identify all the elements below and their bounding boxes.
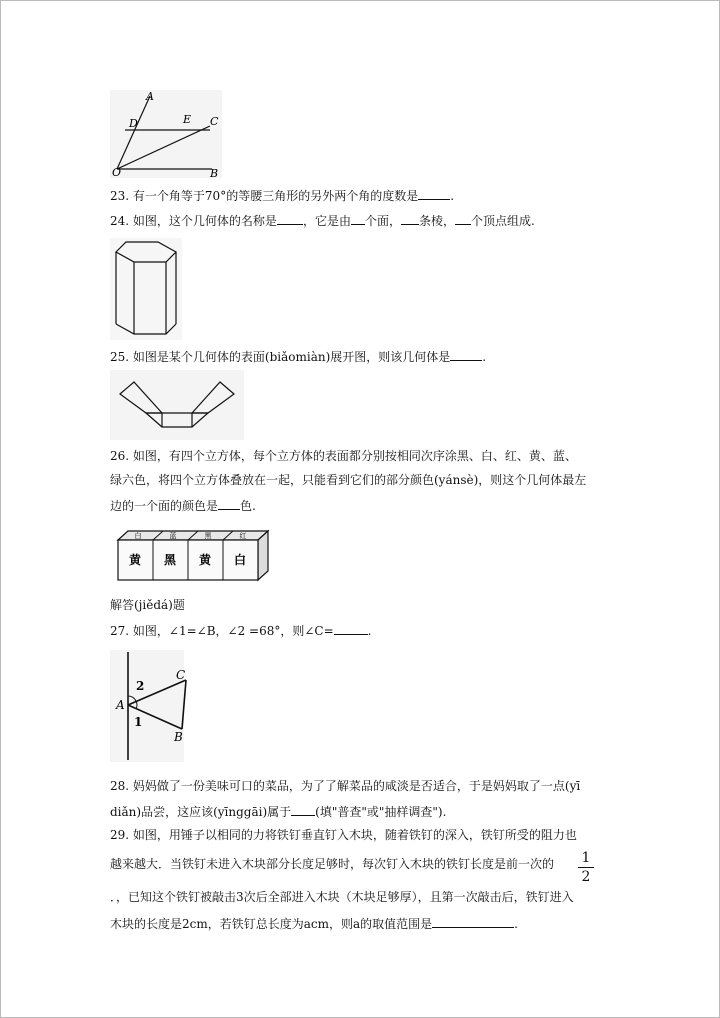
q24-edges-blank[interactable] [401, 212, 419, 225]
question-25 [110, 348, 486, 365]
q29-answer-blank[interactable] [432, 915, 514, 928]
q23-answer-blank[interactable] [418, 187, 450, 200]
question-29-line4 [110, 915, 518, 932]
front-face-2: 黑 [163, 553, 177, 567]
q29-line4a: 木块的长度是2cm，若铁钉总长度为acm，则a的取值范围是 [110, 917, 433, 931]
fraction-bar [578, 867, 594, 868]
fraction-numerator: 1 [581, 850, 591, 866]
q24-number: 24. [110, 214, 130, 228]
q29-line3: ．，已知这个铁钉被敲击3次后全部进入木块（木块足够厚），且第一次敲击后，铁钉进入 [110, 890, 574, 904]
q29-line1: 如图，用锤子以相同的力将铁钉垂直钉入木块，随着铁钉的深入，铁钉所受的阻力也 [132, 828, 577, 842]
q24-p2: ，它是由 [302, 214, 351, 228]
q29-number: 29. [110, 828, 130, 842]
q25-number: 25. [110, 350, 130, 364]
q23-number: 23. [110, 189, 130, 203]
q27-number: 27. [110, 624, 130, 638]
q23-text: 有一个角等于70°的等腰三角形的另外两个角的度数是 [132, 189, 419, 203]
q27-text: 如图，∠1=∠B，∠2 =68°，则∠C= [132, 624, 334, 638]
label-e: E [183, 113, 192, 126]
question-28 [110, 779, 580, 794]
label-d: D [129, 117, 138, 130]
triangle-figure [110, 650, 184, 762]
q25-end: . [482, 350, 487, 364]
net-figure [110, 370, 244, 440]
q23-end: . [450, 189, 455, 203]
q24-name-blank[interactable] [277, 212, 303, 225]
question-26-line3 [110, 497, 256, 514]
fig27-label-1: 1 [134, 715, 143, 729]
q24-p4: 条棱， [418, 214, 455, 228]
top-face-2: 蓝 [169, 532, 177, 540]
q26-number: 26. [110, 449, 130, 463]
question-23 [110, 187, 454, 204]
top-face-3: 黑 [204, 532, 212, 540]
q26-line3a: 边的一个面的颜色是 [110, 499, 219, 513]
section-title: 解答(jiědá)题 [110, 598, 185, 612]
q27-end: . [367, 624, 372, 638]
fig27-label-b: B [174, 730, 183, 744]
q24-faces-blank[interactable] [351, 212, 365, 225]
angle-figure [110, 90, 222, 178]
fig27-label-2: 2 [136, 679, 145, 693]
front-face-3: 黄 [198, 553, 212, 567]
q24-vertices-blank[interactable] [455, 212, 471, 225]
front-face-1: 黄 [128, 553, 142, 567]
question-26-line2 [110, 473, 586, 488]
fraction-denominator: 2 [581, 869, 591, 885]
top-face-4: 红 [239, 532, 247, 540]
question-24 [110, 212, 535, 229]
q24-p3: 个面， [364, 214, 401, 228]
question-29-line3 [110, 890, 574, 905]
q29-line4b: . [514, 917, 518, 931]
q26-line2: 绿六色，将四个立方体叠放在一起，只能看到它们的部分颜色(yánsè)，则这个几何体最左 [110, 473, 587, 487]
q28-number: 28. [110, 779, 130, 793]
q29-line2: 越来越大．当铁钉未进入木块部分长度足够时，每次钉入木块的铁钉长度是前一次的 [110, 857, 555, 871]
q28-line1: 妈妈做了一份美味可口的菜品，为了了解菜品的咸淡是否适合，于是妈妈取了一点(yī [132, 779, 581, 793]
question-26 [110, 449, 577, 464]
q27-answer-blank[interactable] [334, 622, 368, 635]
question-27 [110, 622, 372, 639]
q28-answer-blank[interactable] [291, 803, 315, 816]
q24-p1: 如图，这个几何体的名称是 [132, 214, 277, 228]
q26-line1: 如图，有四个立方体，每个立方体的表面都分别按相同次序涂黑、白、红、黄、蓝、 [132, 449, 577, 463]
half-fraction [578, 850, 594, 885]
label-c: C [210, 115, 219, 128]
front-face-4: 白 [233, 553, 247, 567]
fig27-label-c: C [176, 668, 186, 682]
prism-figure [110, 238, 182, 340]
question-29-line2 [110, 857, 554, 872]
label-a: A [146, 90, 154, 103]
q24-p5: 个顶点组成. [470, 214, 535, 228]
top-face-1: 白 [134, 532, 142, 540]
q26-answer-blank[interactable] [218, 497, 240, 510]
fig27-label-a: A [116, 698, 125, 712]
q28-line2b: (填"普查"或"抽样调查"). [315, 805, 447, 819]
q25-text: 如图是某个几何体的表面(biǎomiàn)展开图，则该几何体是 [132, 350, 451, 364]
cubes-figure [110, 528, 270, 584]
label-o: O [112, 166, 122, 179]
label-b: B [210, 167, 219, 180]
question-28-line2 [110, 803, 446, 820]
q26-line3b: 色. [240, 499, 256, 513]
q25-answer-blank[interactable] [450, 348, 482, 361]
q28-line2a: diǎn)品尝，这应该(yīnggāi)属于 [110, 805, 292, 819]
section-heading [110, 598, 185, 613]
question-29 [110, 828, 577, 843]
